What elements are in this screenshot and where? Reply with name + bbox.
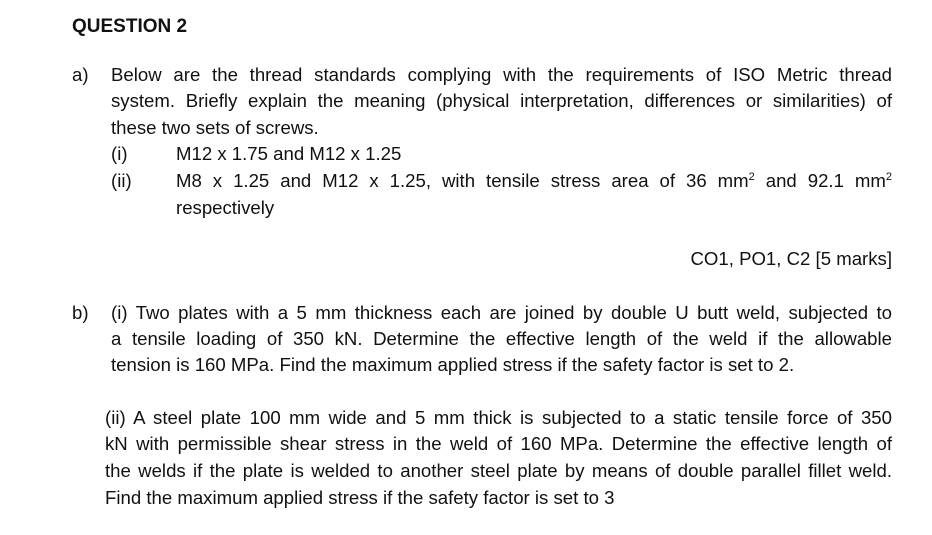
- part-b-ii-line-4: Find the maximum applied stress if the safety factor is set to 3: [105, 487, 615, 508]
- part-a-marker: a): [72, 64, 89, 85]
- part-a-line-1: Below are the thread standards complying with the requirements of ISO Metric thread: [111, 64, 892, 85]
- superscript-2: 2: [885, 170, 893, 183]
- item-ii-text-part1: M8 x 1.25 and M12 x 1.25, with tensile stress area of 36 mm: [176, 170, 749, 191]
- item-ii-line-2: respectively: [176, 197, 275, 218]
- part-b-marker: b): [72, 302, 89, 323]
- part-a-marks: CO1, PO1, C2 [5 marks]: [690, 248, 892, 269]
- item-ii-line-1: [176, 170, 892, 192]
- superscript-2: 2: [748, 170, 755, 183]
- part-b-i-line-3: tension is 160 MPa. Find the maximum applied stress if the safety factor is set to 2.: [111, 354, 795, 375]
- item-ii-marker: (ii): [111, 170, 132, 191]
- part-b-i-line-1: (i) Two plates with a 5 mm thickness each are joined by double U butt weld, subjected to: [111, 302, 892, 323]
- part-b-ii-line-1: (ii) A steel plate 100 mm wide and 5 mm thick is subjected to a static tensile force of 350: [105, 407, 892, 428]
- item-i-text: M12 x 1.75 and M12 x 1.25: [176, 143, 402, 164]
- part-b-i-line-2: a tensile loading of 350 kN. Determine the effective length of the weld if the allowable: [111, 328, 892, 349]
- part-a-line-3: these two sets of screws.: [111, 117, 319, 138]
- item-ii-text-part2: and 92.1 mm: [754, 170, 886, 191]
- item-i-marker: (i): [111, 143, 128, 164]
- part-b-ii-line-3: the welds if the plate is welded to another steel plate by means of double parallel fillet weld.: [105, 460, 892, 481]
- part-b-ii-line-2: kN with permissible shear stress in the weld of 160 MPa. Determine the effective length of: [105, 433, 892, 454]
- part-a-line-2: system. Briefly explain the meaning (physical interpretation, differences or similarities) of: [111, 90, 892, 111]
- question-title: QUESTION 2: [72, 16, 188, 37]
